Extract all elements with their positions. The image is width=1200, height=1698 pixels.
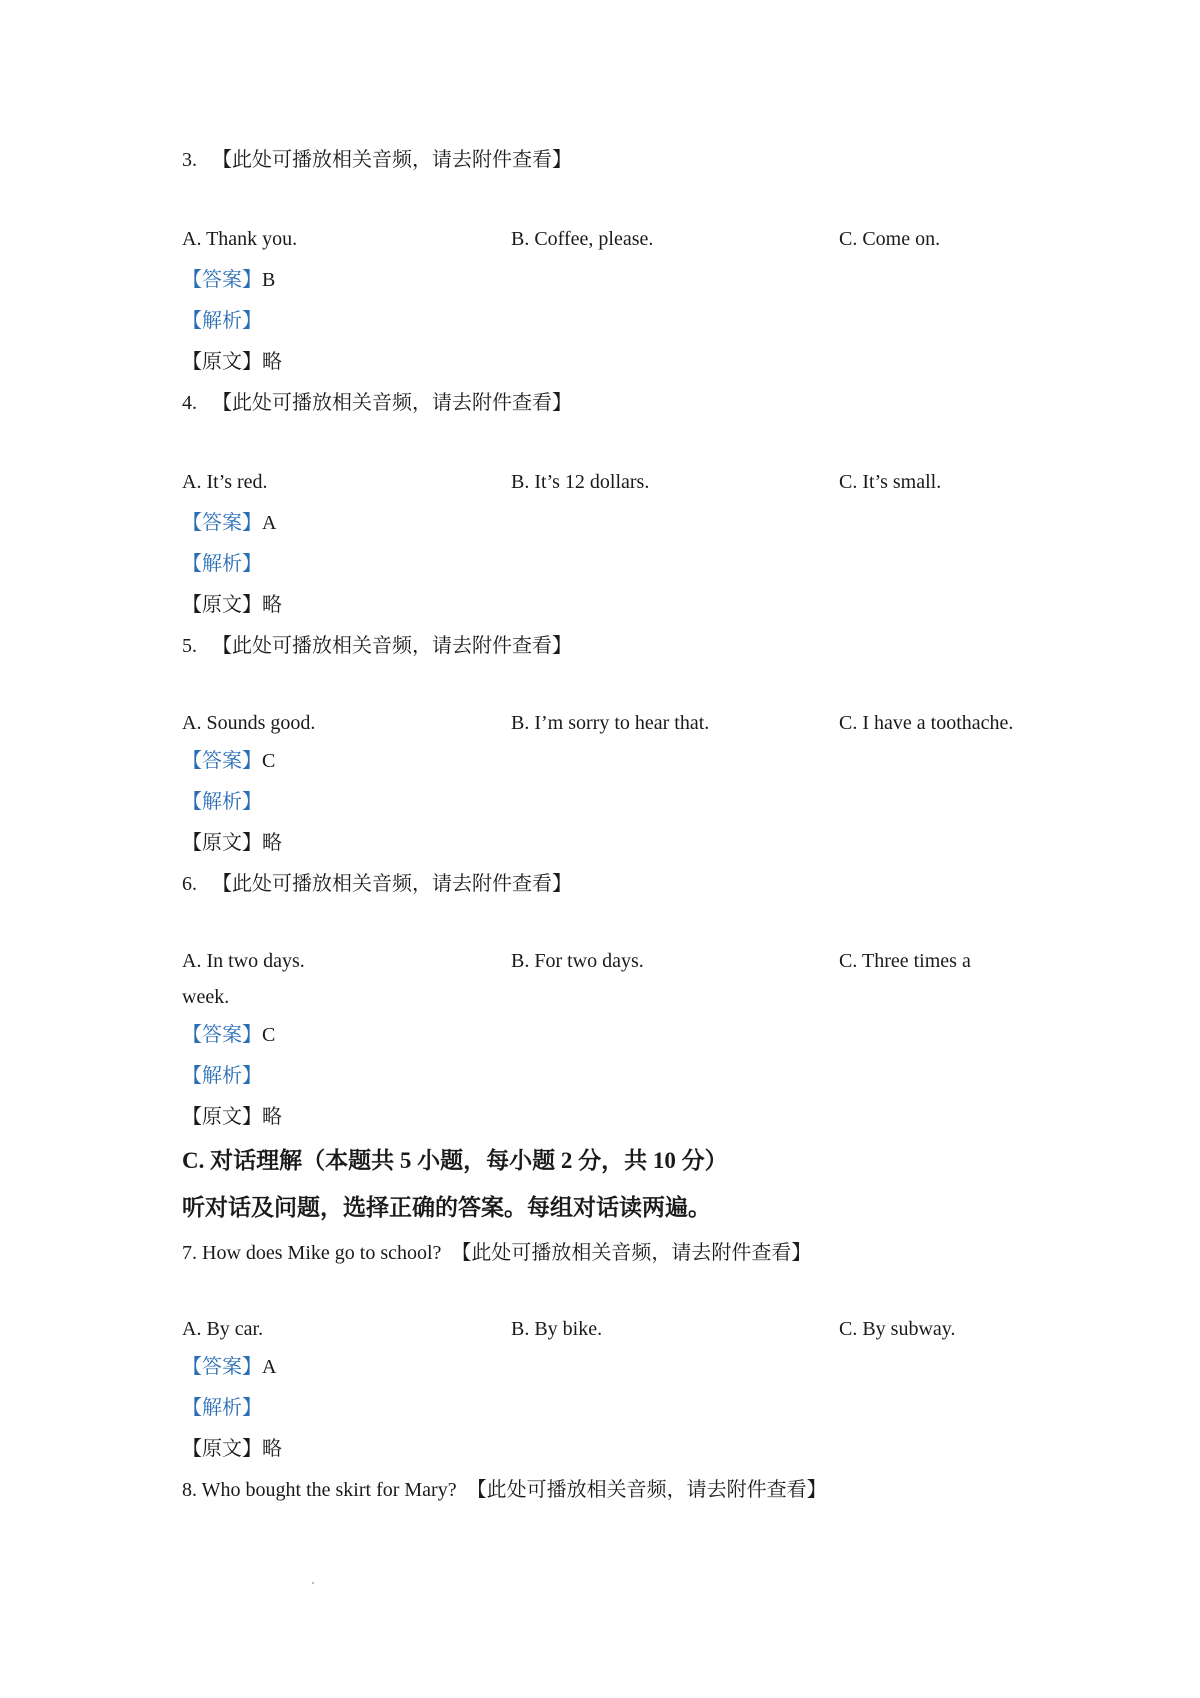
audio-note[interactable]: 【此处可播放相关音频，请去附件查看】 <box>451 1242 812 1264</box>
answer-line <box>182 509 276 537</box>
option-a: A. In two days. <box>182 950 305 972</box>
answer-value: C <box>262 1024 276 1046</box>
original-tag: 【原文】 <box>182 351 262 373</box>
question-prompt: 7. How does Mike go to school? <box>182 1242 442 1264</box>
option-b: B. For two days. <box>511 950 644 972</box>
original-line <box>182 829 282 857</box>
answer-line <box>182 1021 275 1049</box>
option-a: A. Sounds good. <box>182 712 316 734</box>
question-number: 5. <box>182 635 197 657</box>
analysis-tag: 【解析】 <box>182 1397 262 1419</box>
answer-tag: 【答案】 <box>182 1024 262 1046</box>
section-c-title: C. 对话理解（本题共 5 小题，每小题 2 分，共 10 分） <box>182 1148 728 1173</box>
original-text: 略 <box>262 832 282 854</box>
answer-value: A <box>262 1356 277 1378</box>
option-a: A. It’s red. <box>182 471 268 493</box>
question-5 <box>182 632 572 660</box>
answer-value: A <box>262 512 277 534</box>
option-c: C. Come on. <box>839 228 941 250</box>
analysis-tag: 【解析】 <box>182 1065 262 1087</box>
question-7 <box>182 1239 811 1267</box>
answer-tag: 【答案】 <box>182 269 262 291</box>
option-a: A. By car. <box>182 1318 264 1340</box>
question-4 <box>182 389 572 417</box>
audio-note[interactable]: 【此处可播放相关音频，请去附件查看】 <box>212 635 572 657</box>
question-8 <box>182 1476 827 1504</box>
option-c: C. Three times a <box>839 950 971 972</box>
question-number: 3. <box>182 149 197 171</box>
answer-value: B <box>262 269 276 291</box>
option-c-wrap: week. <box>182 986 230 1008</box>
analysis-tag: 【解析】 <box>182 791 262 813</box>
option-a: A. Thank you. <box>182 228 298 250</box>
original-text: 略 <box>262 1438 282 1460</box>
question-number: 4. <box>182 392 197 414</box>
option-b: B. Coffee, please. <box>511 228 654 250</box>
question-3 <box>182 146 572 174</box>
option-c: C. By subway. <box>839 1318 956 1340</box>
original-line <box>182 1435 282 1463</box>
original-line <box>182 348 282 376</box>
original-line <box>182 591 282 619</box>
original-tag: 【原文】 <box>182 1438 262 1460</box>
option-b: B. I’m sorry to hear that. <box>511 712 710 734</box>
answer-value: C <box>262 750 276 772</box>
original-line <box>182 1103 282 1131</box>
original-text: 略 <box>262 594 282 616</box>
audio-note[interactable]: 【此处可播放相关音频，请去附件查看】 <box>212 149 572 171</box>
audio-note[interactable]: 【此处可播放相关音频，请去附件查看】 <box>212 873 572 895</box>
audio-note[interactable]: 【此处可播放相关音频，请去附件查看】 <box>212 392 572 414</box>
original-tag: 【原文】 <box>182 1106 262 1128</box>
answer-tag: 【答案】 <box>182 750 262 772</box>
option-c: C. I have a toothache. <box>839 712 1014 734</box>
question-number: 6. <box>182 873 197 895</box>
analysis-tag: 【解析】 <box>182 310 262 332</box>
question-prompt: 8. Who bought the skirt for Mary? <box>182 1479 457 1501</box>
answer-tag: 【答案】 <box>182 512 262 534</box>
original-text: 略 <box>262 1106 282 1128</box>
scan-dot <box>312 1582 314 1584</box>
original-tag: 【原文】 <box>182 594 262 616</box>
section-c-instruction: 听对话及问题，选择正确的答案。每组对话读两遍。 <box>182 1195 711 1220</box>
audio-note[interactable]: 【此处可播放相关音频，请去附件查看】 <box>466 1479 827 1501</box>
analysis-tag: 【解析】 <box>182 553 262 575</box>
answer-line <box>182 747 275 775</box>
option-b: B. By bike. <box>511 1318 603 1340</box>
option-c: C. It’s small. <box>839 471 942 493</box>
original-tag: 【原文】 <box>182 832 262 854</box>
answer-line <box>182 266 275 294</box>
answer-line <box>182 1353 276 1381</box>
answer-tag: 【答案】 <box>182 1356 262 1378</box>
question-6 <box>182 870 572 898</box>
option-b: B. It’s 12 dollars. <box>511 471 650 493</box>
original-text: 略 <box>262 351 282 373</box>
